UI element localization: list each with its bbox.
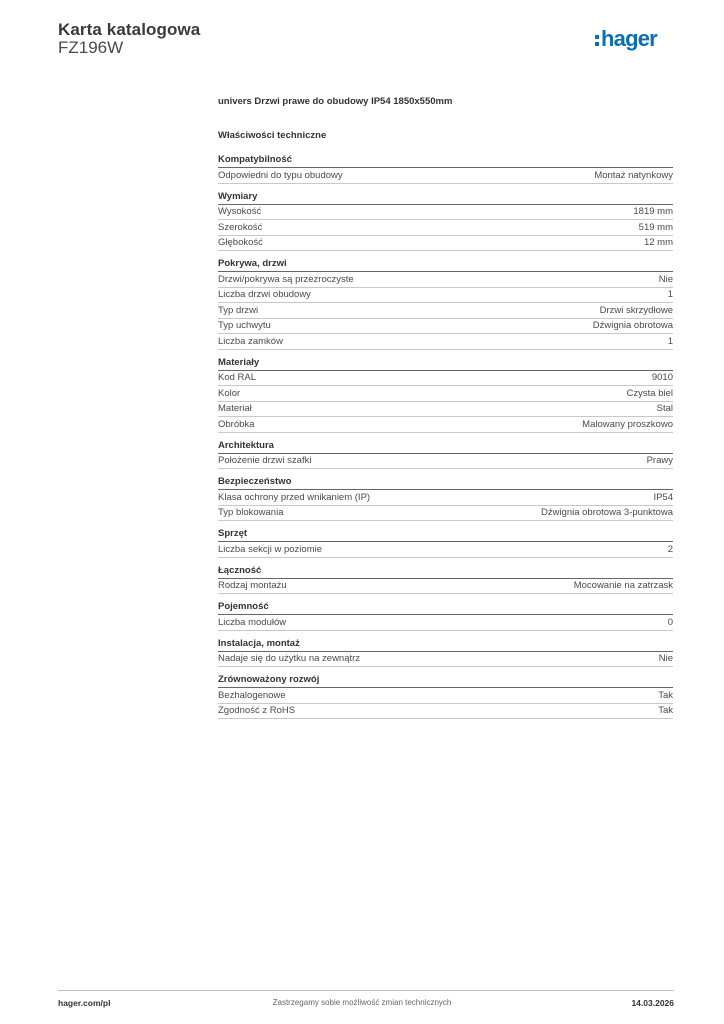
spec-group-title: Architektura xyxy=(218,439,673,454)
spec-group-title: Kompatybilność xyxy=(218,153,673,168)
spec-row xyxy=(218,579,673,595)
spec-label: Kod RAL xyxy=(218,372,257,384)
spec-group xyxy=(218,153,673,184)
spec-row xyxy=(218,688,673,704)
svg-text:hager: hager xyxy=(601,26,657,51)
spec-value: 1819 mm xyxy=(633,206,673,218)
spec-row xyxy=(218,542,673,558)
spec-group xyxy=(218,190,673,252)
spec-label: Materiał xyxy=(218,403,252,415)
spec-row xyxy=(218,334,673,350)
spec-label: Drzwi/pokrywa są przezroczyste xyxy=(218,273,354,285)
footer-website: hager.com/pl xyxy=(58,998,111,1008)
spec-group-title: Zrównoważony rozwój xyxy=(218,673,673,688)
footer-date: 14.03.2026 xyxy=(631,998,674,1008)
spec-row xyxy=(218,236,673,252)
spec-row xyxy=(218,272,673,288)
spec-row xyxy=(218,652,673,668)
spec-group xyxy=(218,673,673,719)
spec-value: Drzwi skrzydłowe xyxy=(599,304,673,316)
spec-group xyxy=(218,637,673,668)
spec-group xyxy=(218,527,673,558)
spec-row xyxy=(218,402,673,418)
spec-group-title: Wymiary xyxy=(218,190,673,205)
spec-row xyxy=(218,417,673,433)
spec-value: Dźwignia obrotowa xyxy=(592,320,673,332)
spec-value: IP54 xyxy=(653,491,673,503)
spec-group xyxy=(218,439,673,470)
spec-value: Stal xyxy=(656,403,673,415)
spec-value: Dźwignia obrotowa 3-punktowa xyxy=(540,507,673,519)
spec-label: Typ drzwi xyxy=(218,304,259,316)
spec-value: Tak xyxy=(658,689,673,701)
spec-value: Prawy xyxy=(646,455,673,467)
spec-value: 12 mm xyxy=(643,237,673,249)
spec-group xyxy=(218,564,673,595)
footer-disclaimer: Zastrzegamy sobie możliwość zmian technicznych xyxy=(272,998,452,1007)
spec-value: 1 xyxy=(667,289,673,301)
spec-label: Liczba drzwi obudowy xyxy=(218,289,311,301)
spec-row xyxy=(218,615,673,631)
spec-label: Położenie drzwi szafki xyxy=(218,455,312,467)
spec-label: Rodzaj montażu xyxy=(218,580,287,592)
document-type-title: Karta katalogowa xyxy=(58,20,201,39)
spec-value: 2 xyxy=(667,543,673,555)
spec-label: Liczba zamków xyxy=(218,335,283,347)
spec-value: Malowany proszkowo xyxy=(582,418,673,430)
spec-label: Zgodność z RoHS xyxy=(218,705,296,717)
spec-label: Typ uchwytu xyxy=(218,320,271,332)
spec-label: Klasa ochrony przed wnikaniem (IP) xyxy=(218,491,371,503)
technical-specifications xyxy=(218,153,673,725)
spec-value: Nie xyxy=(658,653,673,665)
spec-row xyxy=(218,205,673,221)
spec-group-title: Pokrywa, drzwi xyxy=(218,257,673,272)
spec-row xyxy=(218,303,673,319)
spec-row xyxy=(218,288,673,304)
spec-group xyxy=(218,257,673,350)
spec-value: Montaż natynkowy xyxy=(594,169,673,181)
spec-label: Nadaje się do użytku na zewnątrz xyxy=(218,653,361,665)
footer-divider xyxy=(58,990,674,991)
spec-row xyxy=(218,371,673,387)
spec-label: Typ blokowania xyxy=(218,507,284,519)
spec-value: Czysta biel xyxy=(626,387,673,399)
spec-label: Liczba sekcji w poziomie xyxy=(218,543,323,555)
spec-value: Nie xyxy=(658,273,673,285)
product-name: univers Drzwi prawe do obudowy IP54 1850x550mm xyxy=(218,96,453,107)
spec-group-title: Instalacja, montaż xyxy=(218,637,673,652)
spec-row xyxy=(218,220,673,236)
product-code: FZ196W xyxy=(58,38,124,57)
spec-group-title: Pojemność xyxy=(218,600,673,615)
spec-group xyxy=(218,475,673,521)
spec-label: Liczba modułów xyxy=(218,616,287,628)
spec-value: 519 mm xyxy=(638,221,673,233)
spec-group xyxy=(218,600,673,631)
spec-value: 9010 xyxy=(651,372,673,384)
spec-group-title: Materiały xyxy=(218,356,673,371)
spec-row xyxy=(218,319,673,335)
spec-row xyxy=(218,506,673,522)
spec-label: Szerokość xyxy=(218,221,263,233)
spec-group-title: Bezpieczeństwo xyxy=(218,475,673,490)
spec-label: Bezhalogenowe xyxy=(218,689,286,701)
spec-label: Wysokość xyxy=(218,206,262,218)
spec-label: Odpowiedni do typu obudowy xyxy=(218,169,343,181)
spec-group-title: Sprzęt xyxy=(218,527,673,542)
spec-value: Tak xyxy=(658,705,673,717)
spec-row xyxy=(218,704,673,720)
spec-value: 0 xyxy=(667,616,673,628)
spec-group xyxy=(218,356,673,433)
spec-label: Kolor xyxy=(218,387,241,399)
section-heading-technical: Właściwości techniczne xyxy=(218,130,327,141)
spec-value: Mocowanie na zatrzask xyxy=(573,580,673,592)
spec-row xyxy=(218,490,673,506)
spec-label: Obróbka xyxy=(218,418,255,430)
spec-row xyxy=(218,454,673,470)
spec-group-title: Łączność xyxy=(218,564,673,579)
spec-value: 1 xyxy=(667,335,673,347)
hager-logo-icon xyxy=(594,24,674,54)
spec-row xyxy=(218,168,673,184)
spec-label: Głębokość xyxy=(218,237,263,249)
spec-row xyxy=(218,386,673,402)
